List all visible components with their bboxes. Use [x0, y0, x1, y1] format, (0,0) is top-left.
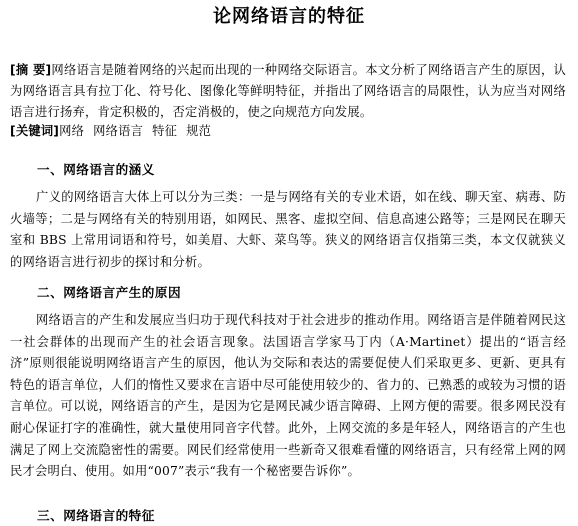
keywords-label: [关键词]: [10, 124, 60, 138]
keyword-item: 网络语言: [93, 124, 144, 138]
section-heading: 一、网络语言的涵义: [37, 162, 155, 177]
keyword-item: 特征: [152, 124, 178, 138]
document-title: 论网络语言的特征: [213, 6, 365, 27]
section-heading: 二、网络语言产生的原因: [37, 285, 182, 300]
abstract-text: 网络语言是随着网络的兴起而出现的一种网络交际语言。本文分析了网络语言产生的原因，认为网络语言具有拉丁化、符号化、图像化等鲜明特征，并指出了网络语言的局限性，认为应当对网络语言进行扬弃，肯定积极的，否定消极的，使之向规范方向发展。: [10, 63, 566, 119]
section-paragraph: 广义的网络语言大体上可以分为三类：一是与网络有关的专业术语，如在线、聊天室、病毒、防火墙等；二是与网络有关的特别用语，如网民、黑客、虚拟空间、信息高速公路等；三是网民在聊天室和 BBS 上常用词语和符号，如美眉、大虾、菜鸟等。狭义的网络语言仅指第三类，本文仅就狭义的网络语言进行初步的探讨和分析。: [10, 190, 566, 269]
section-paragraph: 网络语言的产生和发展应当归功于现代科技对于社会进步的推动作用。网络语言是伴随着网民这一社会群体的出现而产生的社会语言现象。法国语言学家马丁内（A·Martinet）提出的“语言经济”原则很能说明网络语言产生的原因，他认为交际和表达的需要促使人们采取更多、更新、更具有特色的语言单位，人们的惰性又要求在言语中尽可能使用较少的、省力的、已熟悉的或较为习惯的语言单位。可以说，网络语言的产生，是因为它是网民减少语言障碍、上网方便的需要。很多网民没有耐心保证打字的准确性，就大量使用同音字代替。此外，上网交流的多是年轻人，网络语言的产生也满足了网上交流隐密性的需要。网民们经常使用一些新奇又很难看懂的网络语言，只有经常上网的网民才会明白、使用。如用“007”表示“我有一个秘密要告诉你”。: [10, 313, 566, 479]
keywords-line: [10, 121, 566, 142]
abstract-label: [摘 要]: [10, 63, 52, 77]
abstract-block: [10, 60, 566, 123]
keyword-item: 网络: [59, 124, 85, 138]
keyword-item: 规范: [186, 124, 212, 138]
section-heading: 三、网络语言的特征: [37, 508, 155, 523]
